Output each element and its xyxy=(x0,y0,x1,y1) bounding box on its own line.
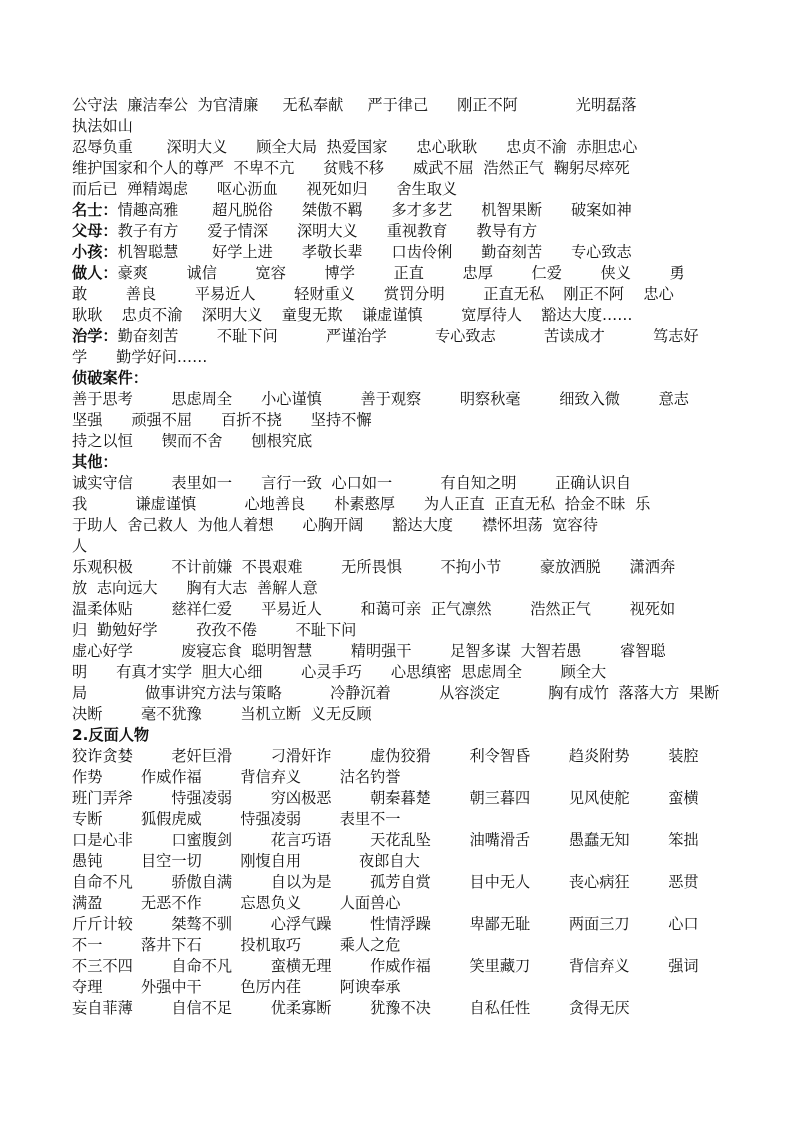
labeled-line xyxy=(72,242,722,263)
line-label: 名士： xyxy=(72,201,118,219)
text-line: 班门弄斧 恃强凌弱 穷凶极恶 朝秦暮楚 朝三暮四 见风使舵 蛮横 xyxy=(72,789,699,807)
text-line: 耿耿 忠贞不渝 深明大义 童叟无欺 谦虚谨慎 宽厚待人 豁达大度…… xyxy=(72,306,633,324)
text-line: 夺理 外强中干 色厉内荏 阿谀奉承 xyxy=(72,978,401,996)
line-label: 父母： xyxy=(72,222,118,240)
line-label: 小孩： xyxy=(72,243,118,261)
text-line: 坚强 顽强不屈 百折不挠 坚持不懈 xyxy=(72,411,372,429)
section-heading: 2.反面人物 xyxy=(72,726,150,744)
line-text: 勤奋刻苦 不耻下问 严谨治学 专心致志 苦读成才 笃志好 xyxy=(117,327,699,345)
line-text: 豪爽 诚信 宽容 博学 正直 忠厚 仁爱 侠义 勇 xyxy=(117,264,685,282)
text-line: 愚钝 目空一切 刚愎自用 夜郎自大 xyxy=(72,852,420,870)
text-line: 不一 落井下石 投机取巧 乘人之危 xyxy=(72,936,401,954)
text-line: 乐观积极 不计前嫌 不畏艰难 无所畏惧 不拘小节 豪放洒脱 潇洒奔 xyxy=(72,558,676,576)
text-line: 明 有真才实学 胆大心细 心灵手巧 心思缜密 思虑周全 顾全大 xyxy=(72,663,607,681)
text-line: 局 做事讲究方法与策略 冷静沉着 从容淡定 胸有成竹 落落大方 果断 xyxy=(72,684,720,702)
text-line: 虚心好学 废寝忘食 聪明智慧 精明强干 足智多谋 大智若愚 睿智聪 xyxy=(72,642,666,660)
labeled-line xyxy=(72,263,722,284)
text-line: 公守法 廉洁奉公 为官清廉 无私奉献 严于律己 刚正不阿 光明磊落 xyxy=(72,96,637,114)
text-line: 诚实守信 表里如一 言行一致 心口如一 有自知之明 正确认识自 xyxy=(72,474,632,492)
text-line: 维护国家和个人的尊严 不卑不亢 贫贱不移 威武不屈 浩然正气 鞠躬尽瘁死 xyxy=(72,159,630,177)
text-line: 自命不凡 骄傲自满 自以为是 孤芳自赏 目中无人 丧心病狂 恶贯 xyxy=(72,873,699,891)
document-body xyxy=(72,95,722,1019)
text-line: 口是心非 口蜜腹剑 花言巧语 天花乱坠 油嘴滑舌 愚蠢无知 笨拙 xyxy=(72,831,699,849)
text-line: 而后已 殚精竭虑 呕心沥血 视死如归 舍生取义 xyxy=(72,180,458,198)
labeled-line xyxy=(72,221,722,242)
text-line: 学 勤学好问…… xyxy=(72,348,208,366)
text-line: 持之以恒 锲而不舍 刨根究底 xyxy=(72,432,313,450)
line-label: 做人： xyxy=(72,264,118,282)
text-line: 妄自菲薄 自信不足 优柔寡断 犹豫不决 自私任性 贪得无厌 xyxy=(72,999,630,1017)
text-line: 敢 善良 平易近人 轻财重义 赏罚分明 正直无私 刚正不阿 忠心 xyxy=(72,285,674,303)
text-line: 斤斤计较 桀骜不驯 心浮气躁 性情浮躁 卑鄙无耻 两面三刀 心口 xyxy=(72,915,699,933)
line-text: 机智聪慧 好学上进 孝敬长辈 口齿伶俐 勤奋刻苦 专心致志 xyxy=(117,243,632,261)
text-line: 归 勤勉好学 孜孜不倦 不耻下问 xyxy=(72,621,357,639)
text-line: 人 xyxy=(72,537,88,555)
text-line: 善于思考 思虑周全 小心谨慎 善于观察 明察秋毫 细致入微 意志 xyxy=(72,390,689,408)
line-text: 情趣高雅 超凡脱俗 桀傲不羁 多才多艺 机智果断 破案如神 xyxy=(117,201,632,219)
text-line: 于助人 舍己救人 为他人着想 心胸开阔 豁达大度 襟怀坦荡 宽容待 xyxy=(72,516,598,534)
text-line: 狡诈贪婪 老奸巨滑 刁滑奸诈 虚伪狡猾 利令智昏 趋炎附势 装腔 xyxy=(72,747,699,765)
text-line: 作势 作威作福 背信弃义 沽名钓誉 xyxy=(72,768,401,786)
text-line: 专断 狐假虎威 恃强凌弱 表里不一 xyxy=(72,810,401,828)
section-heading: 其他： xyxy=(72,453,118,471)
text-line: 满盈 无恶不作 忘恩负义 人面兽心 xyxy=(72,894,401,912)
labeled-line xyxy=(72,326,722,347)
section-heading: 侦破案件： xyxy=(72,369,148,387)
text-line: 不三不四 自命不凡 蛮横无理 作威作福 笑里藏刀 背信弃义 强词 xyxy=(72,957,699,975)
text-line: 决断 毫不犹豫 当机立断 义无反顾 xyxy=(72,705,372,723)
text-line: 温柔体贴 慈祥仁爱 平易近人 和蔼可亲 正气凛然 浩然正气 视死如 xyxy=(72,600,676,618)
text-line: 我 谦虚谨慎 心地善良 朴素憨厚 为人正直 正直无私 拾金不昧 乐 xyxy=(72,495,651,513)
line-text: 教子有方 爱子情深 深明大义 重视教育 教导有方 xyxy=(117,222,538,240)
line-label: 治学： xyxy=(72,327,118,345)
text-line: 放 志向远大 胸有大志 善解人意 xyxy=(72,579,318,597)
text-line: 执法如山 xyxy=(72,117,133,135)
labeled-line xyxy=(72,200,722,221)
text-line: 忍辱负重 深明大义 顾全大局 热爱国家 忠心耿耿 忠贞不渝 赤胆忠心 xyxy=(72,138,638,156)
